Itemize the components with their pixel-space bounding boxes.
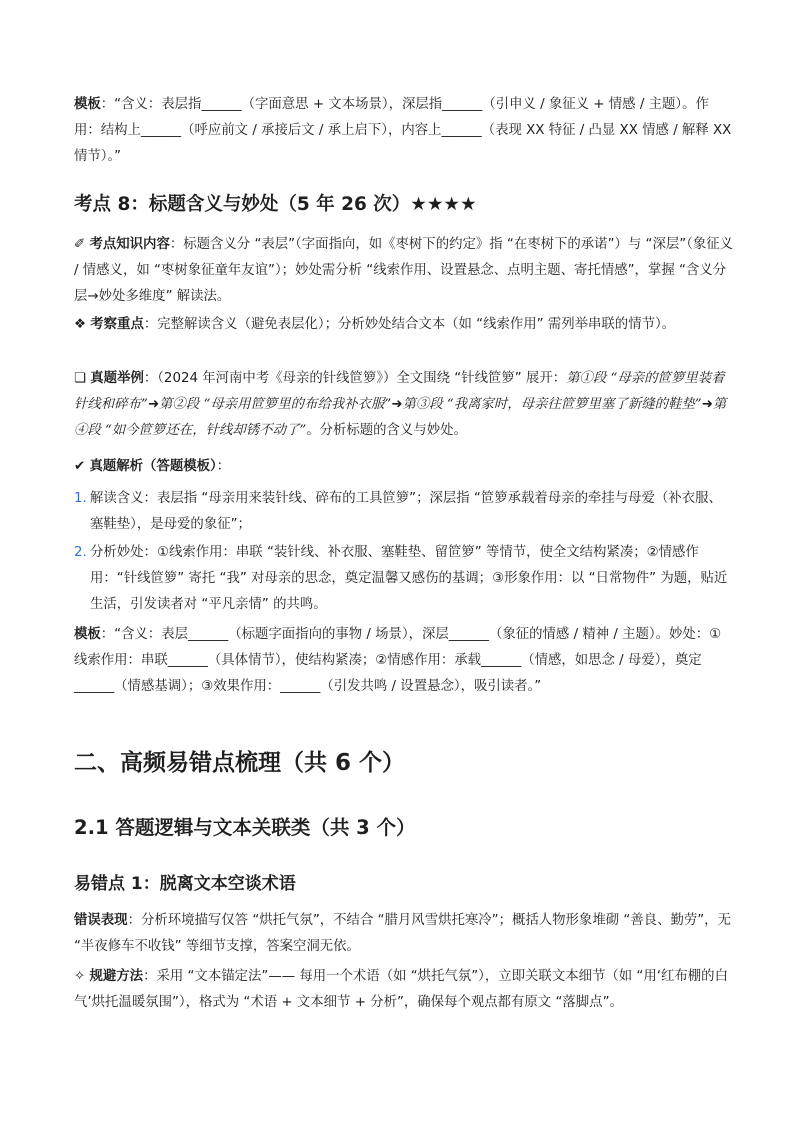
error-label: 错误表现 xyxy=(74,913,128,928)
error-paragraph xyxy=(74,908,734,960)
analysis-heading xyxy=(74,454,734,480)
pencil-icon: ✐ xyxy=(74,237,86,252)
list-text: 分析妙处：①线索作用：串联 “装针线、补衣服、塞鞋垫、留笸箩” 等情节，使全文结构紧凑；②情感作用：“针线笸箩” 寄托 “我” 对母亲的思念，奠定温馨又感伤的基调；③形象作用：以 “日常物件” 为题，贴近生活，引发读者对 “平凡亲情” 的共鸣。 xyxy=(90,545,728,612)
list-number: 2. xyxy=(74,545,87,560)
example-paragraph xyxy=(74,366,734,444)
arrow-right-icon: ➜ xyxy=(147,397,160,412)
error-text: ：分析环境描写仅答 “烘托气氛”，不结合 “腊月风雪烘托寒冷”；概括人物形象堆砌 “善良、勤劳”，无 “半夜修车不收钱” 等细节支撑，答案空洞无依。 xyxy=(74,913,731,954)
list-item xyxy=(74,486,734,538)
example-quote-2: 第②段 “母亲用笸箩里的布给我补衣服” xyxy=(159,397,392,412)
template-paragraph-1 xyxy=(74,92,734,170)
avoid-text: ：采用 “文本锚定法”—— 每用一个术语（如 “烘托气氛”），立即关联文本细节（如 “用‘红布棚的白气’烘托温暖氛围”），格式为 “术语 + 文本细节 + 分析”，确保每个观点都有原文 “落脚点”。 xyxy=(74,969,728,1010)
example-tail: 。分析标题的含义与妙处。 xyxy=(306,423,467,438)
sparkle-icon: ✧ xyxy=(74,969,86,984)
template-label: 模板 xyxy=(74,627,101,642)
list-item xyxy=(74,540,734,618)
error-point-1-heading: 易错点 1：脱离文本空谈术语 xyxy=(74,874,296,894)
example-lead: ：（2024 年河南中考《母亲的针线笸箩》）全文围绕 “针线笸箩” 展开： xyxy=(143,371,567,386)
template-text: ：“含义：表层______（标题字面指向的事物 / 场景），深层______（象征的情感 / 精神 / 主题）。妙处：①线索作用：串联______（具体情节），使结构紧凑；②情感作用：承载______（情感，如思念 / 母爱），奠定______（情感基调）；③效果作用：______（引发共鸣 / 设置悬念），吸引读者。” xyxy=(74,627,722,694)
avoid-paragraph xyxy=(74,964,734,1016)
list-text: 解读含义：表层指 “母亲用来装针线、碎布的工具笸箩”；深层指 “笸箩承载着母亲的牵挂与母爱（补衣服、塞鞋垫），是母爱的象征”； xyxy=(90,491,722,532)
example-quote-4: 第④段 “如今笸箩还在，针线却锈不动了” xyxy=(74,397,727,438)
template-text: ：“含义：表层指______（字面意思 + 文本场景），深层指______（引申义 / 象征义 + 情感 / 主题）。作用：结构上______（呼应前文 / 承接后文 / 承上启下），内容上______（表现 XX 特征 / 凸显 XX 情感 / 解释 XX 情节）。” xyxy=(74,97,732,164)
example-quote-1: 第①段 “母亲的笸箩里装着针线和碎布” xyxy=(74,371,725,412)
template-paragraph-2 xyxy=(74,622,734,700)
diamond-icon: ❖ xyxy=(74,317,87,332)
example-quote-3: 第③段 “我离家时，母亲往笸箩里塞了新缝的鞋垫” xyxy=(402,397,702,412)
subsection-2-1-heading: 2.1 答题逻辑与文本关联类（共 3 个） xyxy=(74,816,416,839)
template-label: 模板 xyxy=(74,97,101,112)
focus-text: ：完整解读含义（避免表层化）；分析妙处结合文本（如 “线索作用” 需列举串联的情节）。 xyxy=(143,317,676,332)
example-label: 真题举例 xyxy=(90,371,144,386)
analysis-label: 真题解析（答题模板） xyxy=(89,459,217,474)
section-8-heading: 考点 8：标题含义与妙处（5 年 26 次）★★★★ xyxy=(74,194,477,215)
focus-paragraph xyxy=(74,312,734,338)
knowledge-label: 考点知识内容 xyxy=(89,237,170,252)
analysis-colon: ： xyxy=(216,459,231,474)
checkmark-icon: ✔ xyxy=(74,459,86,474)
arrow-right-icon: ➜ xyxy=(391,397,403,412)
part-2-heading: 二、高频易错点梳理（共 6 个） xyxy=(74,750,406,776)
arrow-right-icon: ➜ xyxy=(701,397,713,412)
knowledge-text: ：标题含义分 “表层”（字面指向，如《枣树下的约定》指 “在枣树下的承诺”）与 “深层”（象征义 / 情感义，如 “枣树象征童年友谊”）；妙处需分析 “线索作用、设置悬念、点明主题、寄托情感”，掌握 “含义分层→妙处多维度” 解读法。 xyxy=(74,237,734,304)
list-number: 1. xyxy=(74,491,87,506)
avoid-label: 规避方法 xyxy=(89,969,144,984)
focus-label: 考察重点 xyxy=(90,317,144,332)
knowledge-paragraph xyxy=(74,232,734,310)
checkbox-icon: ❏ xyxy=(74,371,87,386)
